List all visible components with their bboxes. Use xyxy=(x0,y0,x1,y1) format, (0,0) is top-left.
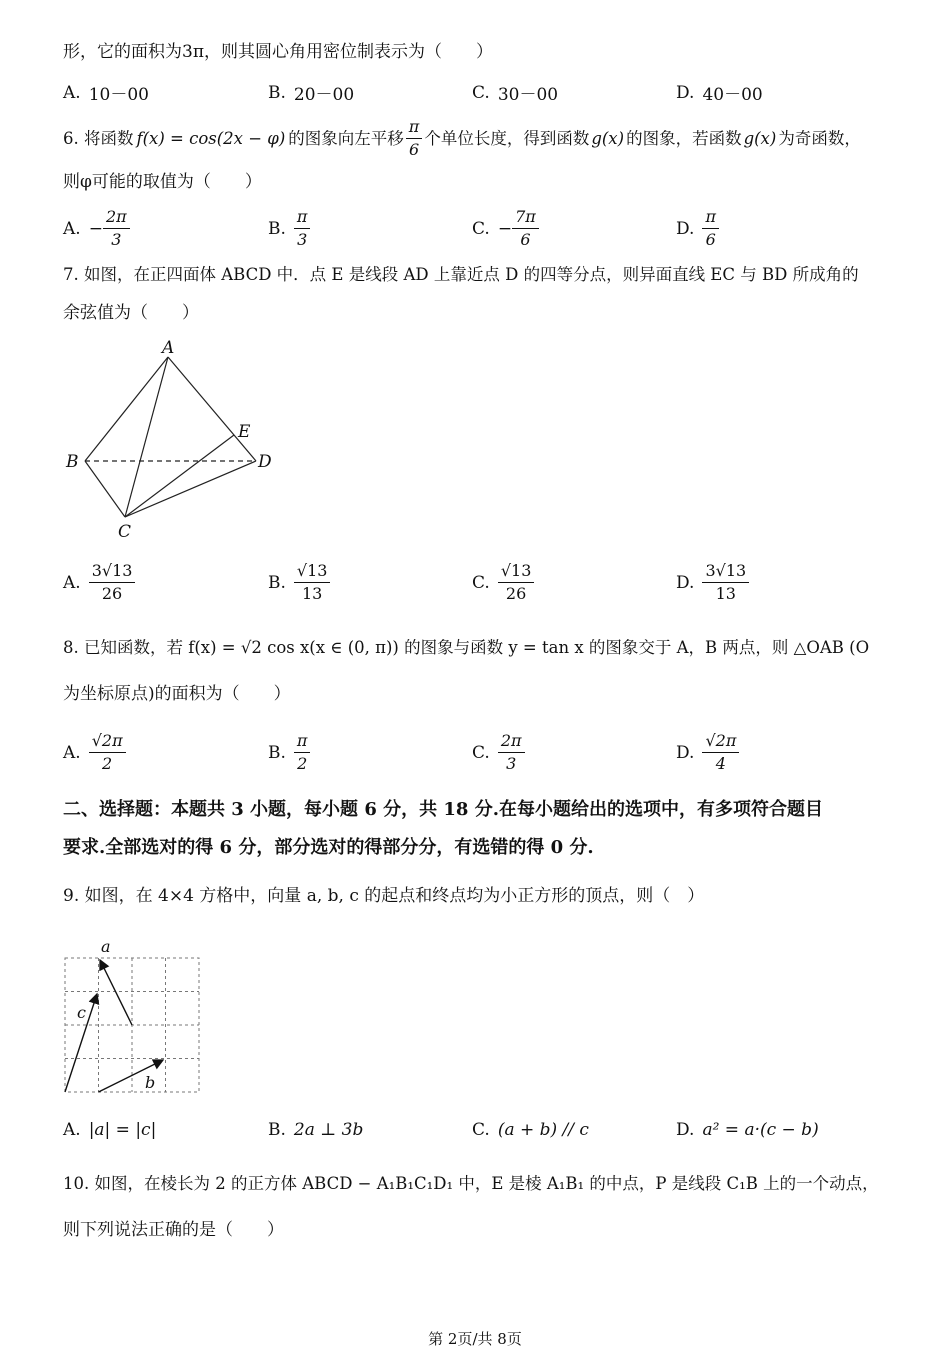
q6-stem-line2: 则φ可能的取值为（ ） xyxy=(63,172,262,192)
q7-option-d: D. $\frac{3√13}{13}$ xyxy=(676,560,749,605)
section2-heading-line1: 二、选择题：本题共 3 小题，每小题 6 分，共 18 分.在每小题给出的选项中，有多项符合题目 xyxy=(63,799,823,820)
q6-option-b: B. $\frac{\pi}{3}$ xyxy=(268,206,310,251)
q5-option-d: D. 40－00 xyxy=(676,82,763,105)
edge-ab xyxy=(85,357,168,461)
label-c: C xyxy=(118,522,132,542)
q9-option-b: B. 2a ⊥ 3b xyxy=(268,1120,364,1140)
label-b: B xyxy=(66,452,79,472)
q9-stem: 9. 如图，在 4×4 方格中，向量 a, b, c 的起点和终点均为小正方形的顶点，则（ ） xyxy=(63,886,705,906)
vector-a xyxy=(100,960,132,1025)
q10-stem-line2: 则下列说法正确的是（ ） xyxy=(63,1220,284,1240)
q6-option-d: D. $\frac{\pi}{6}$ xyxy=(676,206,719,251)
label-vector-c: c xyxy=(77,1003,86,1022)
q7-option-b: B. $\frac{√13}{13}$ xyxy=(268,560,330,605)
q9-option-c: C. (a + b) // c xyxy=(472,1120,589,1140)
q8-option-a: A. $\frac{√2\pi}{2}$ xyxy=(63,730,126,775)
q7-option-a: A. $\frac{3√13}{26}$ xyxy=(63,560,135,605)
q5-option-c: C. 30－00 xyxy=(472,82,559,105)
q5-option-a: A. 10－00 xyxy=(63,82,149,105)
q7-stem-line2: 余弦值为（ ） xyxy=(63,303,199,323)
q8-stem-line1: 8. 已知函数，若 f(x) = √2 cos x(x ∈ (0, π)) 的图象与函数 y = tan x 的图象交于 A，B 两点，则 △OAB (O xyxy=(63,638,870,657)
q8-option-d: D. $\frac{√2\pi}{4}$ xyxy=(676,730,739,775)
label-vector-a: a xyxy=(101,937,111,956)
q6-stem-line1: 6. 将函数 f(x) = cos(2x − φ) 的图象向左平移 $\frac{\pi}{6}$ 个单位长度，得到函数 g(x) 的图象，若函数 g(x) 为奇函数， xyxy=(63,117,861,159)
q10-stem-line1: 10. 如图，在棱长为 2 的正方体 ABCD − A₁B₁C₁D₁ 中，E 是棱 A₁B₁ 的中点，P 是线段 C₁B 上的一个动点， xyxy=(63,1174,879,1193)
label-vector-b: b xyxy=(145,1073,156,1092)
segment-ec xyxy=(125,435,234,517)
edge-bc xyxy=(85,461,125,517)
q6-option-a: A. − $\frac{2\pi}{3}$ xyxy=(63,206,130,251)
q9-option-d: D. a² = a·(c − b) xyxy=(676,1120,819,1140)
q8-option-c: C. $\frac{2\pi}{3}$ xyxy=(472,730,525,775)
page-number-footer: 第 2页/共 8页 xyxy=(428,1330,522,1348)
grid-vector-figure xyxy=(55,930,215,1100)
edge-ac xyxy=(125,357,168,517)
edge-ad xyxy=(168,357,256,461)
q5-stem: 形，它的面积为3π，则其圆心角用密位制表示为（ ） xyxy=(63,42,493,62)
q7-stem-line1: 7. 如图，在正四面体 ABCD 中．点 E 是线段 AD 上靠近点 D 的四等分点，则异面直线 EC 与 BD 所成角的 xyxy=(63,265,859,284)
q8-option-b: B. $\frac{\pi}{2}$ xyxy=(268,730,310,775)
q6-option-c: C. − $\frac{7\pi}{6}$ xyxy=(472,206,539,251)
label-e: E xyxy=(238,422,251,442)
label-a: A xyxy=(162,338,175,358)
section2-heading-line2: 要求.全部选对的得 6 分，部分选对的得部分分，有选错的得 0 分. xyxy=(63,837,594,858)
q5-option-b: B. 20－00 xyxy=(268,82,355,105)
edge-cd xyxy=(125,461,256,517)
label-d: D xyxy=(258,452,272,472)
q7-option-c: C. $\frac{√13}{26}$ xyxy=(472,560,534,605)
q9-option-a: A. |a| = |c| xyxy=(63,1120,157,1140)
q8-stem-line2: 为坐标原点)的面积为（ ） xyxy=(63,684,291,704)
tetrahedron-figure xyxy=(60,335,290,545)
